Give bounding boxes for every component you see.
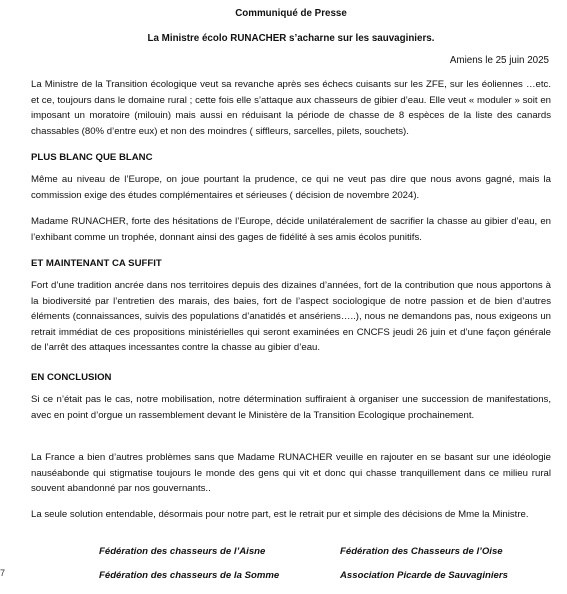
signature-aisne: Fédération des chasseurs de l’Aisne: [99, 546, 266, 557]
date-line: Amiens le 25 juin 2025: [449, 55, 549, 66]
headline: La Ministre écolo RUNACHER s’acharne sur les sauvaginiers.: [147, 33, 435, 44]
section3-paragraph-1: Si ce n’était pas le cas, notre mobilisation, notre détermination suffiraient à organiser une succession de manifestations, avec en point d’orgue un rassemblement devant le Ministère de la Transition Ecologique prochainement.: [31, 394, 551, 421]
section2-paragraph-1: Fort d’une tradition ancrée dans nos territoires depuis des dizaines d’années, fort de la contribution que nous apportons à la biodiversité par l’entretien des marais, des baies, fort de l’aspect sociologique de notre passion et de bien d’autres éléments (connaissances, suivis des populations d’anatidés et ansériens…..), nous ne demandons pas, nous exigeons un retrait immédiat de ces propositions ministérielles qui seront examinées en CNCFS jeudi 26 juin et d’une façon générale de l’arrêt des attaques incessantes contre la chasse au gibier d’eau.: [31, 280, 551, 354]
section-title-conclusion: EN CONCLUSION: [31, 372, 112, 383]
section3-paragraph-3: La seule solution entendable, désormais pour notre part, est le retrait pur et simple des décisions de Mme la Ministre.: [31, 509, 529, 520]
section-title-maintenant: ET MAINTENANT CA SUFFIT: [31, 258, 162, 269]
intro-paragraph: La Ministre de la Transition écologique veut sa revanche après ses échecs cuisants sur les ZFE, sur les éoliennes …etc. et ce, toujours dans le domaine rural ; cette fois elle s’attaque aux chasseurs de gibier d’eau. Elle veut « moduler » soit en imposant un moratoire (milouin) mais aussi en réduisant la période de chasse de 8 espèces de la liste des canards chassables (80% d’entre eux) et non des moindres ( siffleurs, sarcelles, pilets, souchets).: [31, 79, 551, 137]
section-title-plus-blanc: PLUS BLANC QUE BLANC: [31, 152, 153, 163]
section3-paragraph-2: La France a bien d’autres problèmes sans que Madame RUNACHER veuille en rajouter en se basant sur une idéologie nauséabonde qui stigmatise toujours le monde des gens qui vit et donc qui chasse tranquillement dans ce milieu rural souvent abandonné par nos gouvernants..: [31, 452, 551, 495]
section1-paragraph-2: Madame RUNACHER, forte des hésitations de l’Europe, décide unilatéralement de sacrifier la chasse au gibier d’eau, en l’exhibant comme un trophée, donnant ainsi des gages de fidélité à ses amis écolos punitifs.: [31, 216, 551, 243]
margin-page-mark: 7: [0, 568, 6, 578]
section1-paragraph-1: Même au niveau de l’Europe, on joue pourtant la prudence, ce qui ne veut pas dire que nous avons gagné, mais la commission exige des études complémentaires et sérieuses ( décision de novembre 2024).: [31, 174, 551, 201]
signature-oise: Fédération des Chasseurs de l’Oise: [340, 546, 503, 557]
signature-somme: Fédération des chasseurs de la Somme: [99, 570, 280, 581]
signature-picarde: Association Picarde de Sauvaginiers: [340, 570, 508, 581]
press-label: Communiqué de Presse: [235, 8, 347, 19]
